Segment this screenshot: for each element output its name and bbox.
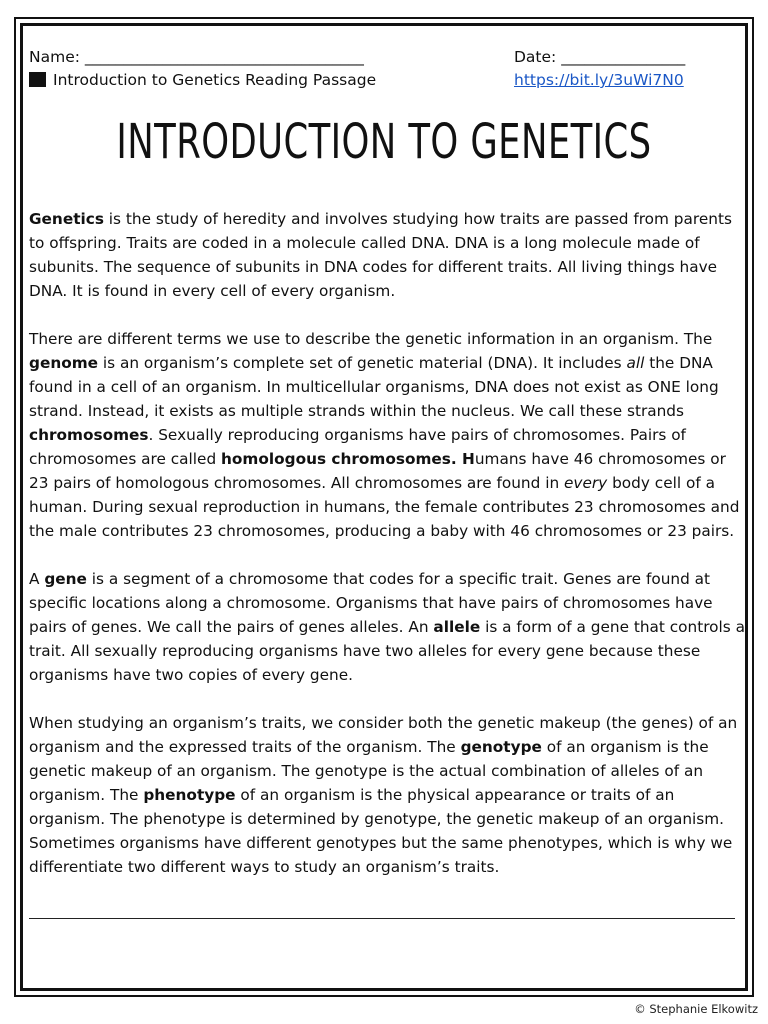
term-bold: allele: [433, 618, 481, 636]
text-run: is the study of heredity and involves studying how traits are passed from parents to offspring. Traits are coded in a molecule called DNA. DNA is a long molecule made of subunits. The sequence of subunits in DNA codes for different traits. All living things have DNA. It is found in every cell of every organism.: [29, 210, 732, 300]
text-run: is a form of a gene that controls a trait. All sexually reproducing organisms have two alleles for every gene because these organisms have two copies of every gene.: [29, 618, 746, 684]
text-run: umans have 46 chromosomes or 23 pairs of homologous chromosomes. All chromosomes are found in: [29, 450, 726, 492]
term-bold: Genetics: [29, 210, 104, 228]
short-link[interactable]: https://bit.ly/3uWi7N0: [514, 71, 684, 89]
text-run: is an organism’s complete set of genetic material (DNA). It includes: [98, 354, 627, 372]
text-run: the DNA found in a cell of an organism. In multicellular organisms, DNA does not exist as ONE long strand. Instead, it exists as multiple strands within the nucleus. We call these strands: [29, 354, 719, 420]
document-title: Introduction to Genetics Reading Passage: [53, 71, 377, 89]
bottom-rule: [29, 918, 735, 919]
term-bold: gene: [44, 570, 87, 588]
emphasis-text: every: [564, 474, 608, 492]
reading-passage: [29, 207, 745, 903]
text-run: When studying an organism’s traits, we consider both the genetic makeup (the genes) of an organism and the expressed traits of the organism. The: [29, 714, 738, 756]
text-run: of an organism is the genetic makeup of an organism. The genotype is the actual combination of alleles of an organism. The: [29, 738, 709, 804]
paragraph-genotype: [29, 711, 745, 879]
date-field: Date: ________________: [514, 48, 686, 66]
text-run: . Sexually reproducing organisms have pairs of chromosomes. Pairs of chromosomes are called: [29, 426, 686, 468]
text-run: A: [29, 570, 45, 588]
text-run: body cell of a human. During sexual reproduction in humans, the female contributes 23 chromosomes and the male contributes 23 chromosomes, producing a baby with 46 chromosomes or 23 pairs.: [29, 474, 740, 540]
term-bold: chromosomes: [29, 426, 149, 444]
paragraph-genetics: [29, 207, 745, 303]
term-bold: homologous chromosomes. H: [221, 450, 475, 468]
term-bold: phenotype: [143, 786, 236, 804]
document-title-line: [29, 69, 376, 92]
text-run: of an organism is the physical appearance or traits of an organism. The phenotype is determined by genotype, the genetic makeup of an organism. Sometimes organisms have different genotypes but the same phenotypes, which is why we differentiate two different ways to study an organism’s traits.: [29, 786, 733, 876]
header-left: [29, 46, 376, 92]
document-icon: [29, 72, 46, 87]
text-run: is a segment of a chromosome that codes for a specific trait. Genes are found at specific locations along a chromosome. Organisms that have pairs of chromosomes have pairs of genes. We call the pairs of genes alleles. An: [29, 570, 713, 636]
page-title: INTRODUCTION TO GENETICS: [116, 114, 652, 170]
text-run: There are different terms we use to describe the genetic information in an organism. The: [29, 330, 713, 348]
paragraph-genome: [29, 327, 745, 543]
emphasis-text: all: [626, 354, 645, 372]
copyright: © Stephanie Elkowitz: [634, 1002, 758, 1016]
term-bold: genome: [29, 354, 99, 372]
name-field: Name: ____________________________________: [29, 48, 364, 66]
paragraph-gene: [29, 567, 745, 687]
header-right: [514, 46, 685, 92]
term-bold: genotype: [460, 738, 542, 756]
